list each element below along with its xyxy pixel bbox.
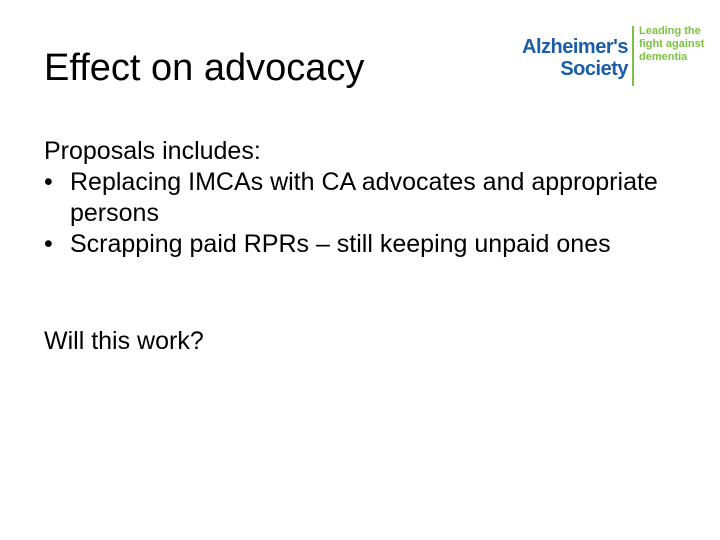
logo-wordmark-line2: Society [560,58,628,80]
intro-text: Proposals includes: [44,137,261,165]
logo-wordmark-line1: Alzheimer's [522,36,628,58]
logo-tagline-line: dementia [639,51,688,63]
logo-wordmark [516,36,628,80]
bullet-text: Replacing IMCAs with CA advocates and appropriate persons [70,168,658,227]
slide-body [44,136,684,357]
bullet-icon: • [44,230,53,258]
slide-title: Effect on advocacy [44,47,365,89]
logo-tagline [639,25,704,64]
bullet-list [44,167,684,260]
bullet-text: Scrapping paid RPRs – still keeping unpaid ones [70,230,611,258]
bullet-item [44,167,684,229]
logo-divider [632,26,634,86]
bullet-icon: • [44,168,53,196]
bullet-item [44,229,684,260]
question-text: Will this work? [44,327,204,355]
logo-tagline-line: Leading the [639,25,701,37]
alzheimers-society-logo [516,22,706,88]
logo-tagline-line: fight against [639,38,705,50]
